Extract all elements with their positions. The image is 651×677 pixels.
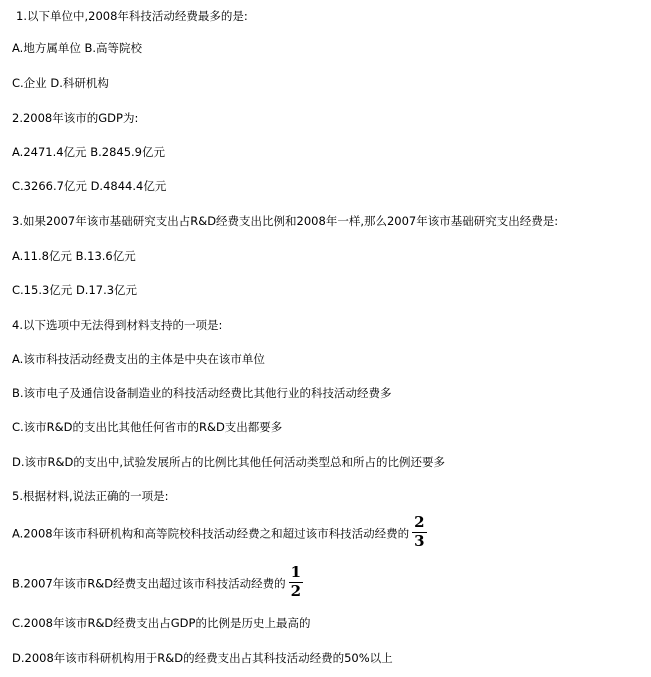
fraction-numerator: 2 xyxy=(414,513,425,531)
fraction-numerator: 1 xyxy=(290,563,302,581)
question-4-option-c: C.该市R&D的支出比其他任何省市的R&D支出都要多 xyxy=(12,420,283,434)
question-5-option-d: D.2008年该市科研机构用于R&D的经费支出占其科技活动经费的50%以上 xyxy=(12,651,393,665)
question-5-option-b: B.2007年该市R&D经费支出超过该市科技活动经费的 xyxy=(12,576,286,591)
fraction-two-thirds xyxy=(412,515,426,549)
question-1-stem: 1.以下单位中,2008年科技活动经费最多的是: xyxy=(16,9,248,23)
question-5-stem: 5.根据材料,说法正确的一项是: xyxy=(12,489,169,503)
question-5-option-a-row xyxy=(12,513,427,551)
question-3-options-ab: A.11.8亿元 B.13.6亿元 xyxy=(12,249,136,263)
question-1-options-ab: A.地方属单位 B.高等院校 xyxy=(12,41,143,55)
question-4-option-b: B.该市电子及通信设备制造业的科技活动经费比其他行业的科技活动经费多 xyxy=(12,386,392,400)
question-1-options-cd: C.企业 D.科研机构 xyxy=(12,76,109,90)
question-3-stem: 3.如果2007年该市基础研究支出占R&D经费支出比例和2008年一样,那么2007年该市基础研究支出经费是: xyxy=(12,214,559,228)
fraction-denominator: 2 xyxy=(290,582,302,600)
question-2-options-cd: C.3266.7亿元 D.4844.4亿元 xyxy=(12,179,167,193)
fraction-one-half xyxy=(289,565,303,599)
question-5-option-b-row xyxy=(12,563,303,601)
question-2-stem: 2.2008年该市的GDP为: xyxy=(12,111,139,125)
question-5-option-a: A.2008年该市科研机构和高等院校科技活动经费之和超过该市科技活动经费的 xyxy=(12,526,410,541)
question-3-options-cd: C.15.3亿元 D.17.3亿元 xyxy=(12,283,138,297)
fraction-denominator: 3 xyxy=(414,532,425,550)
question-4-option-a: A.该市科技活动经费支出的主体是中央在该市单位 xyxy=(12,352,265,366)
question-5-option-c: C.2008年该市R&D经费支出占GDP的比例是历史上最高的 xyxy=(12,616,311,630)
question-4-stem: 4.以下选项中无法得到材料支持的一项是: xyxy=(12,318,223,332)
question-2-options-ab: A.2471.4亿元 B.2845.9亿元 xyxy=(12,145,165,159)
question-4-option-d: D.该市R&D的支出中,试验发展所占的比例比其他任何活动类型总和所占的比例还要多 xyxy=(12,455,445,469)
